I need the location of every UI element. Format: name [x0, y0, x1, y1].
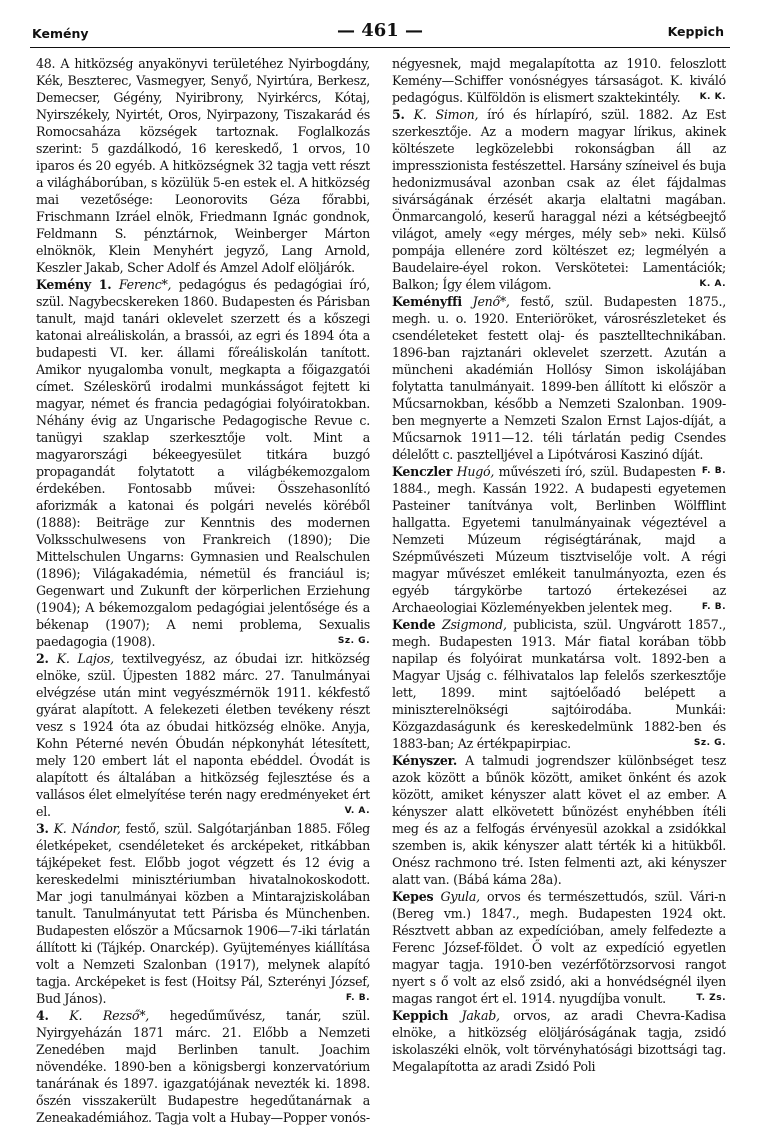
entry-paragraph: [392, 463, 726, 616]
entry-signature: T. Zs.: [696, 993, 726, 1003]
entry-name: K. Nándor,: [53, 821, 121, 836]
entry-body: négyesnek, majd megalapította az 1910. feloszlott Kemény—Schiffer vonósnégyes társaságot. K. kiváló pedagógus. Külföldön is elismert szaktekintély.: [392, 56, 726, 105]
entry-body: festő, szül. Budapesten 1875., megh. u. o. 1920. Enteriöröket, városrészleteket és csendéleteket festett olaj- és pasztelltechnikában. 1896-ban rajztanári oklevelet szerzett. Azután a müncheni akadémián Hollósy Simon iskolájában folytatta tanulmányait. 1899-ben állított ki először a Műcsarnokban, később a Nemzeti Szalonban. 1909-ben megnyerte a Nemzeti Szalon Ernst Lajos-díját, a Műcsarnok 1911—12. téli tárlatán pedig Csendes délelőtt c. pasztelljével a Lipótvárosi Kaszinó díját.: [392, 294, 726, 462]
entry-signature: F. B.: [701, 466, 726, 476]
entry-paragraph: [392, 752, 726, 888]
entry-signature: Sz. G.: [693, 738, 726, 748]
entry-body: festő, szül. Salgótarjánban 1885. Főleg életképeket, csendéleteket és arcképeket, ritkábban tájképeket fest. Előbb jogot végzett és 12 évig a kereskedelmi minisztériumban hivatalnokoskodott. Mar jogi tanulmányai közben a Mintarajziskolában tanult. Tanulmányutat tett Párisba és Münchenben. Budapesten először a Műcsarnok 1906—7-iki tárlatán állított ki (Tájkép. Onarckép). Gyüjteményes kiállítása volt a Nemzeti Szalonban (1917), melynek alapító tagja. Arcképeket is fest (Hoitsy Pál, Szterényi József, Bud János).: [36, 821, 370, 1006]
entry-name: K. Simon,: [413, 107, 479, 122]
entry-body: orvos, az aradi Chevra-Kadisa elnöke, a hitközség elöljáróságának tagja, zsidó iskolaszéki elnök, volt törvényhatósági bizottsági tag. Megalapította az aradi Zsidó Poli: [392, 1008, 726, 1074]
entry-name: Gyula,: [440, 889, 480, 904]
entry-paragraph: [392, 616, 726, 752]
entry-head: Kényszer.: [392, 753, 458, 768]
entry-body: textilvegyész, az óbudai izr. hitközség elnöke, szül. Újpesten 1882 márc. 27. Tanulmányai elvégzése után mint vegyészmérnök 1911. kékfestő gyárat alapított. A felekezeti életben tevékeny részt vesz s 1924 óta az óbudai hitközség elnöke. Anyja, Kohn Péterné nevén Óbudán népkonyhát létesített, mely 120 embert lát el naponta ebéddel. Óvodát is alapított és általában a hitközség fejlesztése és a vallásos élet elmelyítése terén nagy eredményeket ért el.: [36, 651, 370, 819]
entry-head: Kenczler: [392, 464, 453, 479]
entry-name: Zsigmond,: [441, 617, 507, 632]
entry-head: 4.: [36, 1008, 49, 1023]
left-column: [36, 55, 370, 1126]
entry-body: A talmudi jogrendszer különbséget tesz azok között a bűnök között, amiket önként és azok között, amiket kényszer alatt követ el az ember. A kényszer alatt elkövetett bűnözést enyhébben ítéli meg és az a felfogás érvényesül azokkal a zsidókkal szemben is, akik kényszer alatt térték ki a hitükből. Onész rachmono tré. Isten felmenti azt, aki kényszer alatt van. (Bábá káma 28a).: [392, 753, 726, 887]
entry-signature: K. A.: [699, 279, 726, 289]
entry-paragraph: [392, 1007, 726, 1075]
entry-body: író és hírlapíró, szül. 1882. Az Est szerkesztője. Az a modern magyar lírikus, akinek költészete legközelebbi rokonságban áll az impresszionista festészettel. Harsány színeivel és buja hedonizmusával azonban csak az élet fájdalmas sivárságának érzését akarja elaltatni magában. Önmarcangoló, keserű haraggal nézi a kétségbeejtő világot, amely «egy mérges, mély seb» neki. Külső pompája ellenére zord költészet ez; legmélyén a Baudelaire-éyel rokon. Verskötetei: Lamentációk; Balkon; Így élem világom.: [392, 107, 726, 292]
entry-head: 2.: [36, 651, 49, 666]
entry-body: művészeti író, szül. Budapesten 1884., megh. Kassán 1922. A budapesti egyetemen Pasteiner tanítványa volt, Berlinben Wölfflint hallgatta. Egyetemi tanulmányainak végeztével a Nemzeti Múzeum régiségtárának, majd a Szépművészeti Múzeum tisztviselője volt. A régi magyar művészet emlékeit tanulmányozta, ezen és egyéb tárgykörbe tartozó értekezései az Archaeologiai Közleményekben jelentek meg.: [392, 464, 726, 615]
entry-name: K. Lajos,: [56, 651, 114, 666]
entry-signature: F. B.: [701, 602, 726, 612]
entry-body: pedagógus és pedagógiai író, szül. Nagybecskereken 1860. Budapesten és Párisban tanult, majd tanári oklevelet szerzett és a kőszegi katonai alreáliskolán, a brassói, az egri és 1894 óta a budapesti VI. ker. állami főreáliskolán tanított. Amikor nyugalomba vonult, megkapta a főigazgatói címet. Széleskörű irodalmi munkásságot fejtett ki magyar, német és francia pedagógiai folyóiratokban. Néhány évig az Ungarische Pedagogische Revue c. tanügyi szaklap szerkesztője volt. Mint a magyarországi békeegyesület titkára buzgó propagandát folytatott a világbékemozgalom érdekében. Fontosabb művei: Összehasonlító aforizmák a katonai és polgári nevelés köréből (1888): Beiträge zur Kenntnis des modernen Volksschulwesens von Frankreich (1890); Die Mittelschulen Ungarns: Gymnasien und Realschulen (1896); Világakadémia, németül és franciául is; Gegenwart und Zukunft der körperlichen Erziehung (1904); A békemozgalom pedagógiai jelentősége és a békenap (1907); A nemi problema, Sexualis paedagogia (1908).: [36, 277, 370, 649]
entry-head: Kemény 1.: [36, 277, 112, 292]
entry-signature: V. A.: [344, 806, 370, 816]
entry-name: K. Rezső*,: [69, 1008, 150, 1023]
entry-name: Jakab,: [461, 1008, 500, 1023]
entry-body: orvos és természettudós, szül. Vári-n (Bereg vm.) 1847., megh. Budapesten 1924 okt. Résztvett abban az expedícióban, amely felfedezte a Ferenc József-földet. Ő volt az expedíció egyetlen magyar tagja. 1910-ben vezérfőtörzsorvosi rangot nyert s ő volt az első zsidó, aki a honvédségnél ilyen magas rangot ért el. 1914. nyugdíjba vonult.: [392, 889, 726, 1006]
entry-head: Keppich: [392, 1008, 449, 1023]
entry-paragraph: [36, 55, 370, 276]
running-head-left: Kemény: [32, 26, 89, 41]
entry-name: Hugó,: [456, 464, 495, 479]
entry-head: 3.: [36, 821, 49, 836]
right-column: [392, 55, 726, 1075]
entry-head: 5.: [392, 107, 405, 122]
entry-head: Kende: [392, 617, 436, 632]
entry-signature: K. K.: [699, 92, 726, 102]
entry-paragraph: [392, 55, 726, 106]
entry-body: hegedűművész, tanár, szül. Nyirgyeházán 1871 márc. 21. Előbb a Nemzeti Zenedében majd Berlinben tanult. Joachim növendéke. 1890-ben a königsbergi konzervatórium tanárának és 1897. igazgatójának nevezték ki. 1898. őszén visszakerült Budapestre hegedűtanárnak a Zeneakadémiához. Tagja volt a Hubay—Popper vonós-: [36, 1008, 370, 1125]
entry-paragraph: [36, 820, 370, 1007]
entry-paragraph: [392, 106, 726, 293]
entry-name: Jenő*,: [472, 294, 510, 309]
entry-head: Keményffi: [392, 294, 462, 309]
entry-paragraph: [36, 276, 370, 650]
entry-paragraph: [36, 650, 370, 820]
entry-paragraph: [36, 1007, 370, 1126]
entry-signature: F. B.: [345, 993, 370, 1003]
entry-paragraph: [392, 888, 726, 1007]
entry-name: Ferenc*,: [118, 277, 172, 292]
entry-signature: Sz. G.: [337, 636, 370, 646]
running-head-right: Keppich: [667, 24, 724, 39]
page-number: — 461 —: [336, 20, 424, 41]
header-rule: [30, 47, 730, 48]
entry-body: publicista, szül. Ungvárott 1857., megh. Budapesten 1913. Már fiatal korában több napilap és folyóirat munkatársa volt. 1892-ben a Magyar Ujság c. félhivatalos lap felelős szerkesztője lett, 1899. mint sajtóelőadó belépett a miniszterelnökségi sajtóirodába. Munkái: Közgazdaságunk és kereskedelmünk 1882-ben és 1883-ban; Az értékpapirpiac.: [392, 617, 726, 751]
entry-head: Kepes: [392, 889, 434, 904]
entry-body: 48. A hitközség anyakönyvi területéhez Nyirbogdány, Kék, Beszterec, Vasmegyer, Senyő, Nyirtúra, Berkesz, Demecser, Gégény, Nyiribrony, Nyirkércs, Kótaj, Nyirszékely, Nyirtét, Oros, Nyirpazony, Tiszakarád és Romocsaháza községek tartoznak. Foglalkozás szerint: 5 gazdálkodó, 16 kereskedő, 1 orvos, 10 iparos és 20 egyéb. A hitközségnek 32 tagja vett részt a világháborúban, s közülük 5-en estek el. A hitközség mai vezetősége: Leonorovits Géza főrabbi, Frischmann Izráel elnök, Friedmann Ignác gondnok, Feldmann S. pénztárnok, Weinberger Márton elnöknök, Klein Menyhért jegyző, Lang Arnold, Keszler Jakab, Scher Adolf és Amzel Adolf elöljárók.: [36, 56, 370, 275]
